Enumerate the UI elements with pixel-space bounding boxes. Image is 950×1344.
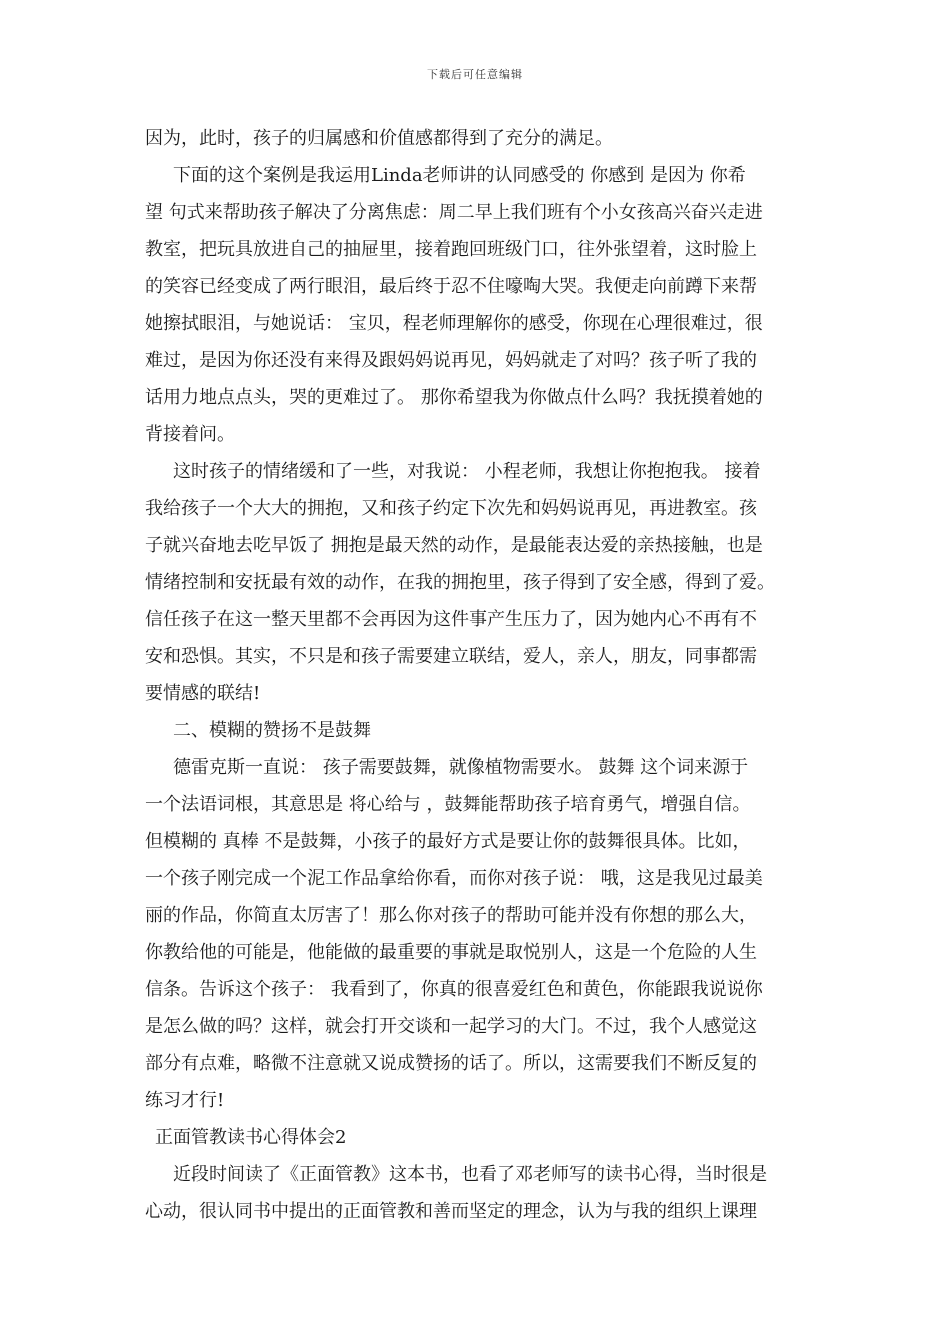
text-line: 子就兴奋地去吃早饭了 拥抱是最天然的动作，是最能表达爱的亲热接触，也是 (145, 535, 763, 556)
text-line: 因为，此时，孩子的归属感和价值感都得到了充分的满足。 (145, 128, 613, 149)
text-line: 部分有点难，略微不注意就又说成赞扬的话了。所以，这需要我们不断反复的 (145, 1053, 757, 1074)
text-line: 正面管教读书心得体会2 (155, 1127, 347, 1148)
text-line: 情绪控制和安抚最有效的动作，在我的拥抱里，孩子得到了安全感，得到了爱。 (145, 572, 775, 593)
text-line: 是怎么做的吗？这样，就会打开交谈和一起学习的大门。不过，我个人感觉这 (145, 1016, 757, 1037)
text-line: 但模糊的 真棒 不是鼓舞，小孩子的最好方式是要让你的鼓舞很具体。比如， (145, 831, 751, 852)
text-line: 要情感的联结! (145, 683, 261, 704)
text-line: 练习才行! (145, 1090, 225, 1111)
text-line: 难过，是因为你还没有来得及跟妈妈说再见，妈妈就走了对吗？孩子听了我的 (145, 350, 757, 371)
text-line: 的笑容已经变成了两行眼泪，最后终于忍不住嚎啕大哭。我便走向前蹲下来帮 (145, 276, 757, 297)
text-line: 二、模糊的赞扬不是鼓舞 (173, 720, 371, 741)
text-line: 德雷克斯一直说： 孩子需要鼓舞，就像植物需要水。 鼓舞 这个词来源于 (173, 757, 749, 778)
text-line: 教室，把玩具放进自己的抽屉里，接着跑回班级门口，往外张望着，这时脸上 (145, 239, 757, 260)
text-line: 安和恐惧。其实，不只是和孩子需要建立联结，爱人，亲人，朋友，同事都需 (145, 646, 757, 667)
text-line: 一个孩子刚完成一个泥工作品拿给你看，而你对孩子说： 哦，这是我见过最美 (145, 868, 763, 889)
text-line: 望 句式来帮助孩子解决了分离焦虑：周二早上我们班有个小女孩高兴奋兴走进 (145, 202, 763, 223)
text-line: 信条。告诉这个孩子： 我看到了，你真的很喜爱红色和黄色，你能跟我说说你 (145, 979, 763, 1000)
text-line: 我给孩子一个大大的拥抱，又和孩子约定下次先和妈妈说再见，再进教室。孩 (145, 498, 757, 519)
text-line: 一个法语词根，其意思是 将心给与 ，鼓舞能帮助孩子培育勇气，增强自信。 (145, 794, 751, 815)
text-line: 近段时间读了《正面管教》这本书，也看了邓老师写的读书心得，当时很是 (173, 1164, 767, 1185)
page-header: 下载后可任意编辑 (427, 68, 523, 81)
text-line: 话用力地点点头，哭的更难过了。 那你希望我为你做点什么吗？我抚摸着她的 (145, 387, 763, 408)
text-line: 丽的作品，你简直太厉害了！那么你对孩子的帮助可能并没有你想的那么大， (145, 905, 757, 926)
text-line: 她擦拭眼泪，与她说话： 宝贝，程老师理解你的感受，你现在心理很难过，很 (145, 313, 763, 334)
text-line: 你教给他的可能是，他能做的最重要的事就是取悦别人，这是一个危险的人生 (145, 942, 757, 963)
document-body (145, 120, 810, 1230)
text-line: 这时孩子的情绪缓和了一些，对我说： 小程老师，我想让你抱抱我。 接着 (173, 461, 761, 482)
text-line: 心动，很认同书中提出的正面管教和善而坚定的理念，认为与我的组织上课理 (145, 1201, 757, 1222)
text-line: 下面的这个案例是我运用Linda老师讲的认同感受的 你感到 是因为 你希 (173, 165, 746, 186)
text-line: 背接着问。 (145, 424, 235, 445)
text-line: 信任孩子在这一整天里都不会再因为这件事产生压力了，因为她内心不再有不 (145, 609, 757, 630)
